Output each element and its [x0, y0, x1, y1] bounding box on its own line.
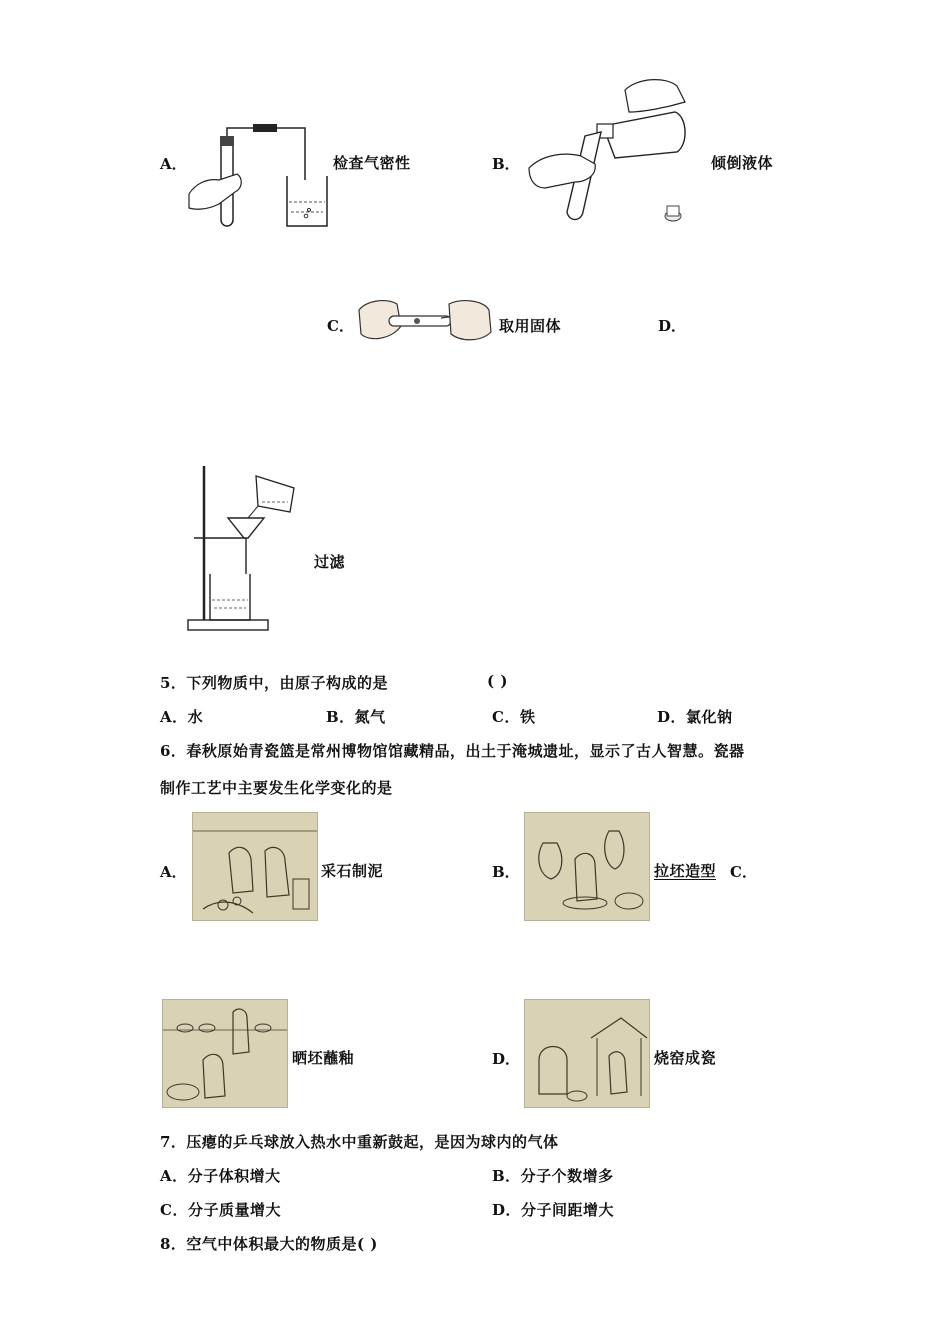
q6-stem-line2: 制作工艺中主要发生化学变化的是 [160, 779, 393, 797]
q7-option-b: B．分子个数增多 [492, 1167, 614, 1185]
q5-answer-bracket: ( ) [487, 672, 508, 690]
q6-option-d-letter: D． [492, 1050, 521, 1068]
q7-option-a: A．分子体积增大 [160, 1167, 281, 1185]
drying-glazing-illustration [162, 999, 288, 1108]
q6-option-c-letter: C． [730, 863, 757, 881]
q7-option-d: D．分子间距增大 [492, 1201, 615, 1219]
taking-solid-figure [357, 296, 493, 346]
filtration-figure [186, 462, 310, 634]
q8-stem: 8．空气中体积最大的物质是( ) [160, 1235, 378, 1253]
q4-option-c-letter: C． [327, 317, 354, 335]
q4-option-c-caption: 取用固体 [499, 317, 562, 335]
q6-option-b-caption: 拉坯造型 [654, 862, 717, 880]
q4-option-a-letter: A． [160, 155, 187, 173]
pouring-liquid-figure [525, 72, 695, 228]
airtightness-check-figure [185, 118, 335, 230]
q6-stem-line1: 6．春秋原始青瓷篮是常州博物馆馆藏精品，出土于淹城遗址，显示了古人智慧。瓷器 [160, 742, 745, 760]
q6-option-d-caption: 烧窑成瓷 [654, 1049, 717, 1067]
q4-option-b-letter: B． [492, 155, 520, 173]
q4-option-d-letter: D． [658, 317, 687, 335]
q7-option-c: C．分子质量增大 [160, 1201, 281, 1219]
quarrying-clay-illustration [192, 812, 318, 921]
q5-option-c: C．铁 [492, 708, 536, 726]
q4-option-a-caption: 检查气密性 [333, 154, 411, 172]
q7-stem: 7．压瘪的乒乓球放入热水中重新鼓起，是因为球内的气体 [160, 1133, 559, 1151]
q5-stem: 5．下列物质中，由原子构成的是 [160, 674, 388, 692]
q6-option-a-letter: A． [160, 863, 187, 881]
q5-option-a: A．水 [160, 708, 204, 726]
q5-option-d: D．氯化钠 [657, 708, 733, 726]
q4-option-b-caption: 倾倒液体 [711, 154, 774, 172]
q5-option-b: B．氮气 [326, 708, 386, 726]
q4-option-d-caption: 过滤 [314, 553, 346, 571]
throwing-pottery-illustration [524, 812, 650, 921]
q6-option-b-letter: B． [492, 863, 520, 881]
q6-option-c-caption: 晒坯蘸釉 [292, 1049, 355, 1067]
q6-option-a-caption: 采石制泥 [321, 862, 384, 880]
firing-kiln-illustration [524, 999, 650, 1108]
